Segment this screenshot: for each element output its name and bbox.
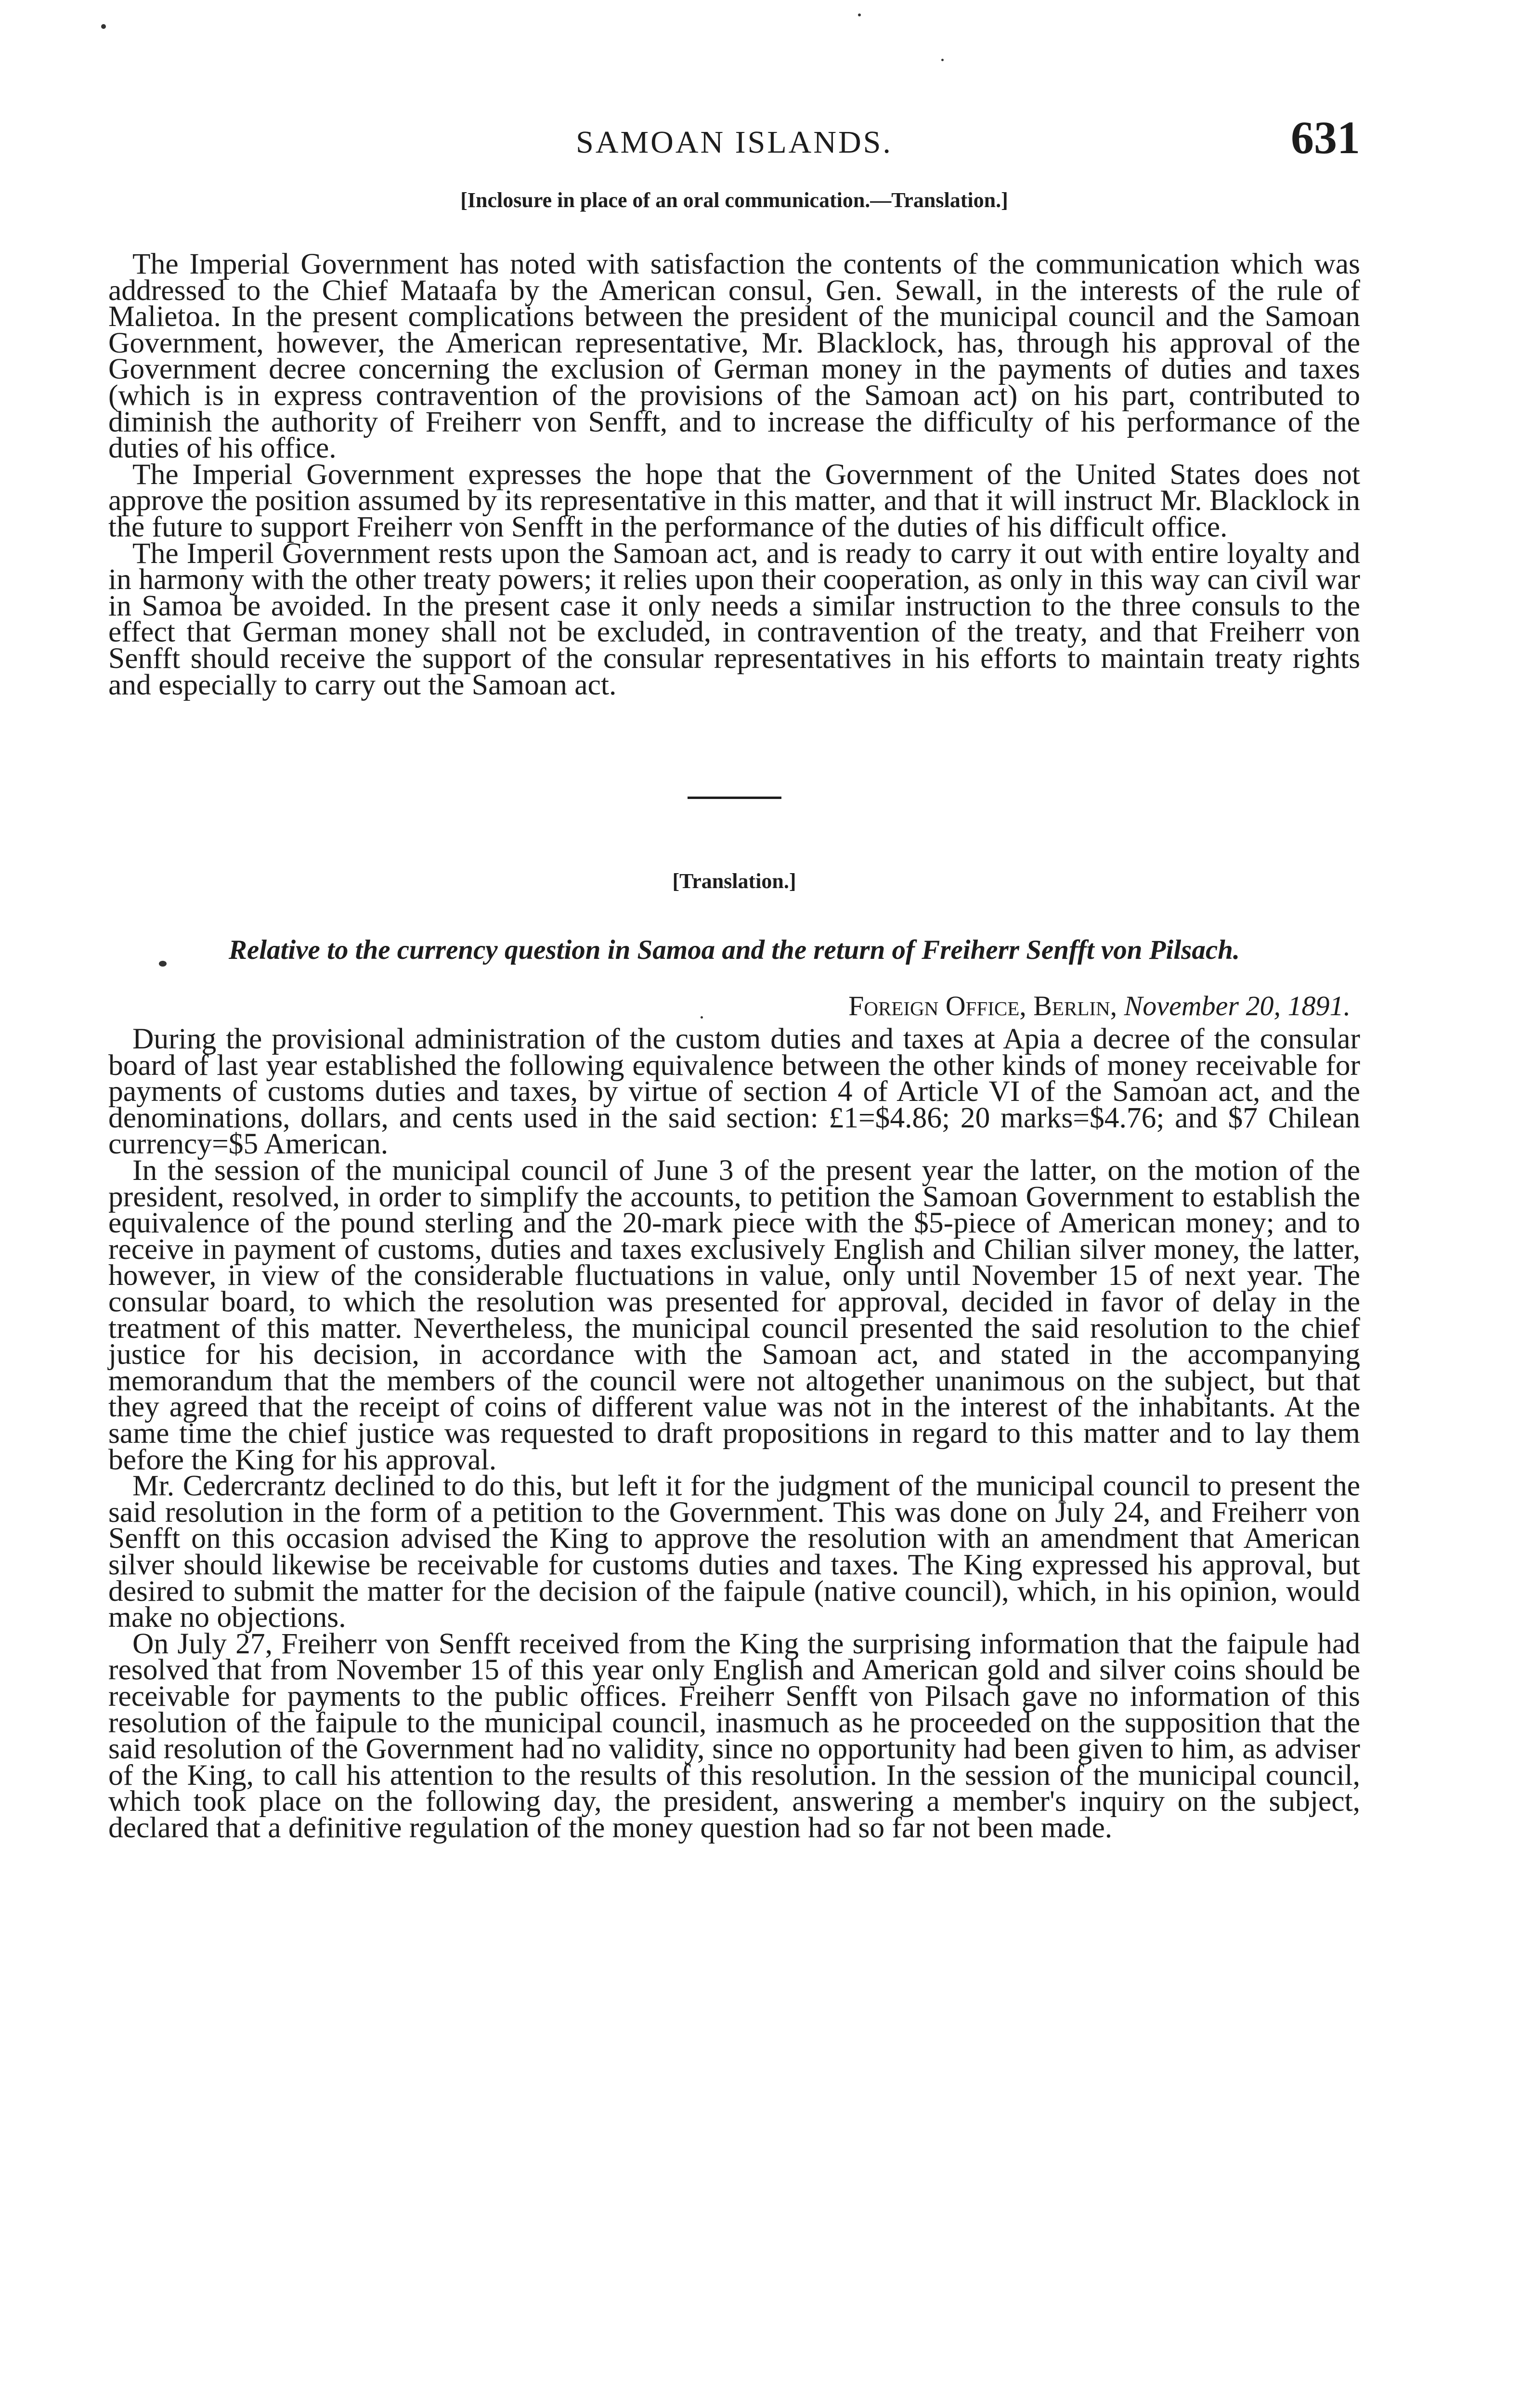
page-content — [108, 111, 1360, 1844]
running-title: SAMOAN ISLANDS. — [576, 125, 893, 160]
body-paragraph: The Imperial Government has noted with satisfaction the contents of the communication which was addressed to the Chief Mataafa by the American consul, Gen. Sewall, in the interests of the rule of Malietoa. In the present complications between the president of the municipal council and the Samoan Government, however, the American representative, Mr. Blacklock, has, through his approval of the Government decree concerning the exclusion of German money in the payments of duties and taxes (which is in express contravention of the provisions of the Samoan act) on his part, contributed to diminish the authority of Freiherr von Senfft, and to increase the difficulty of his performance of the duties of his office. — [108, 248, 1360, 465]
scan-speck — [858, 13, 861, 16]
scan-speck — [101, 24, 106, 29]
dateline-date: November 20, 1891. — [1124, 990, 1351, 1022]
page-number: 631 — [1291, 112, 1360, 163]
document-title: Relative to the currency question in Samoa and the return of Freiherr Senfft von Pilsach. — [228, 935, 1240, 966]
translation-body — [108, 1022, 1360, 1844]
body-paragraph: The Imperil Government rests upon the Samoan act, and is ready to carry it out with entire loyalty and in harmony with the other treaty powers; it relies upon their cooperation, as only in this way can civil war in Samoa be avoided. In the present case it only needs a similar instruction to the three consuls to the effect that German money shall not be excluded, in contravention of the treaty, and that Freiherr von Senfft should receive the support of the consular representatives in his efforts to maintain treaty rights and especially to carry out the Samoan act. — [108, 537, 1360, 701]
translation-note: [Translation.] — [672, 869, 796, 893]
dateline — [108, 990, 1360, 1022]
inclosure-body — [108, 248, 1360, 701]
running-head — [108, 111, 1360, 183]
inclosure-note: [Inclosure in place of an oral communication.—Translation.] — [460, 188, 1008, 212]
body-paragraph: Mr. Cedercrantz declined to do this, but left it for the judgment of the municipal council to present the said resolution in the form of a petition to the Government. This was done on July 24, and Freiherr von Senfft on this occasion advised the King to approve the resolution with an amendment that American silver should likewise be receivable for customs duties and taxes. The King expressed his approval, but desired to submit the matter for the decision of the faipule (native council), which, in his opinion, would make no objections. — [108, 1469, 1360, 1634]
scan-speck — [941, 59, 944, 61]
body-paragraph: In the session of the municipal council of June 3 of the present year the latter, on the motion of the president, resolved, in order to simplify the accounts, to petition the Samoan Government to establish the equivalence of the pound sterling and the 20-mark piece with the $5-piece of American money; and to receive in payment of customs, duties and taxes exclusively English and Chilian silver money, the latter, however, in view of the considerable fluctuations in value, only until November 15 of next year. The consular board, to which the resolution was presented for approval, decided in favor of delay in the treatment of this matter. Nevertheless, the municipal council presented the said resolution to the chief justice for his decision, in accordance with the Samoan act, and stated in the accompanying memorandum that the members of the council were not altogether unanimous on the subject, but that they agreed that the receipt of coins of different value was not in the interest of the inhabitants. At the same time the chief justice was requested to draft propositions in regard to this matter and to lay them before the King for his approval. — [108, 1154, 1360, 1476]
dateline-place: Foreign Office, Berlin, — [848, 990, 1117, 1022]
body-paragraph: During the provisional administration of the custom duties and taxes at Apia a decree of the consular board of last year established the following equivalence between the other kinds of money receivable for payments of customs duties and taxes, by virtue of section 4 of Article VI of the Samoan act, and the denominations, dollars, and cents used in the said section: £1=$4.86; 20 marks=$4.76; and $7 Chilean currency=$5 American. — [108, 1022, 1360, 1161]
body-paragraph: On July 27, Freiherr von Senfft received from the King the surprising information that the faipule had resolved that from November 15 of this year only English and American gold and silver coins should be receivable for payments to the public offices. Freiherr Senfft von Pilsach gave no information of this resolution of the faipule to the municipal council, inasmuch as he proceeded on the supposition that the said resolution of the Government had no validity, since no opportunity had been given to him, as adviser of the King, to call his attention to the results of this resolution. In the session of the municipal council, which took place on the following day, the president, answering a member's inquiry on the subject, declared that a definitive regulation of the money question had so far not been made. — [108, 1627, 1360, 1844]
body-paragraph: The Imperial Government expresses the hope that the Government of the United States does not approve the position assumed by its representative in this matter, and that it will instruct Mr. Blacklock in the future to support Freiherr von Senfft in the performance of the duties of his difficult office. — [108, 458, 1360, 543]
section-divider — [688, 797, 781, 799]
